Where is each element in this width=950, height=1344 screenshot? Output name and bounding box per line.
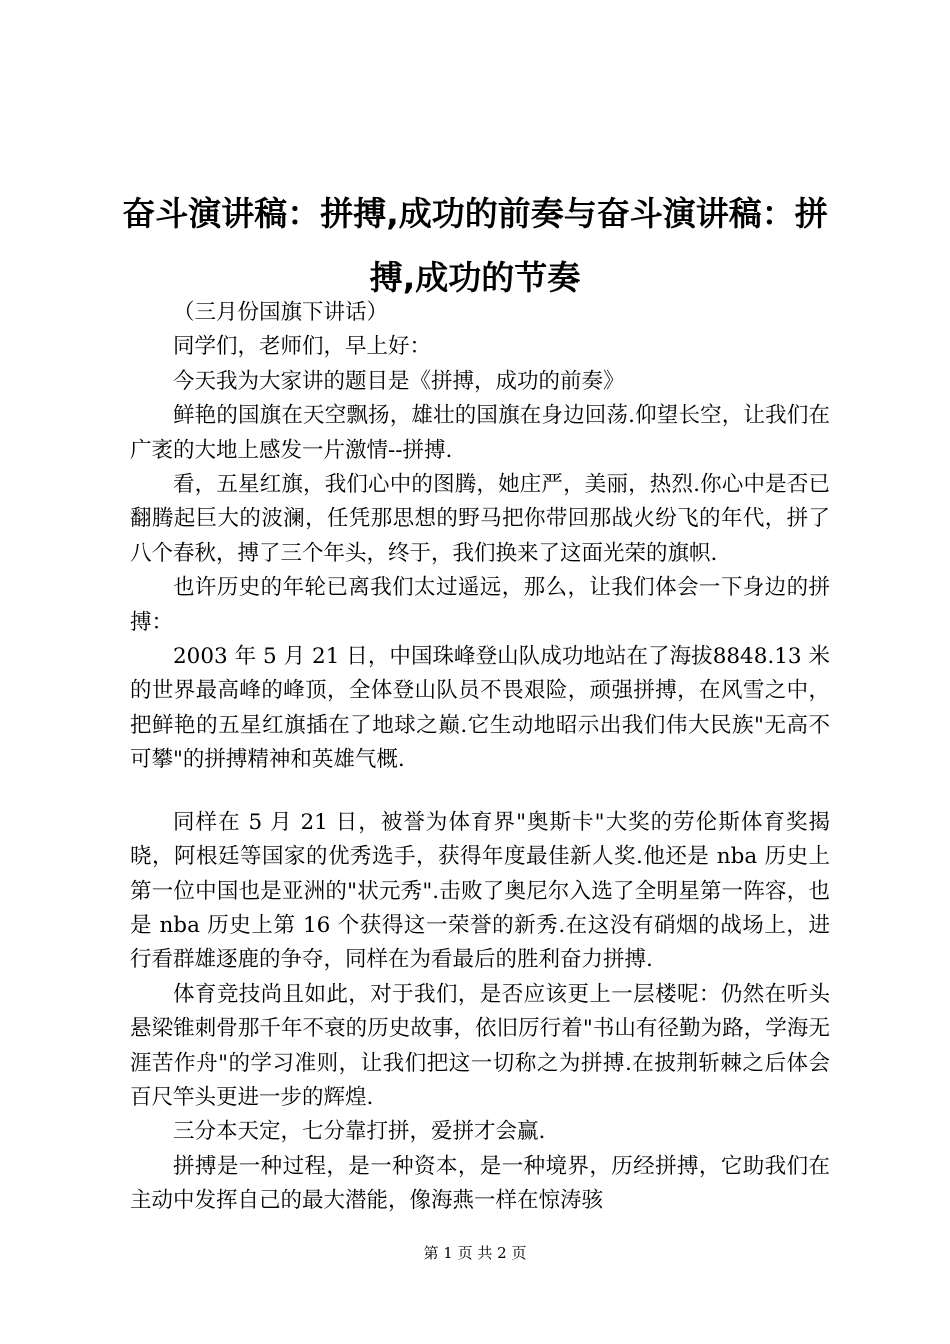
- paragraph: 同学们，老师们，早上好：: [173, 334, 432, 360]
- paragraph: 2003 年 5 月 21 日，中国珠峰登山队成功地站在了海拔8848.13 米的世界最高峰的峰顶，全体登山队员不畏艰险，顽强拼搏，在风雪之中，把鲜艳的五星红旗插在了地球之巅.它生动地昭示出我们伟大民族"无高不可攀"的拼搏精神和英雄气概.: [130, 644, 830, 773]
- paragraph: 看，五星红旗，我们心中的图腾，她庄严，美丽，热烈.你心中是否已翻腾起巨大的波澜，任凭那思想的野马把你带回那战火纷飞的年代，拼了八个春秋，搏了三个年头，终于，我们换来了这面光荣的旗帜.: [130, 472, 830, 566]
- page-footer: 第 1 页 共 2 页: [423, 1244, 527, 1262]
- paragraph: 拼搏是一种过程，是一种资本，是一种境界，历经拼搏，它助我们在主动中发挥自己的最大潜能，像海燕一样在惊涛骇: [130, 1153, 830, 1214]
- paragraph: （三月份国旗下讲话）: [173, 300, 389, 325]
- paragraph: 今天我为大家讲的题目是《拼搏，成功的前奏》: [173, 368, 625, 394]
- paragraph: 三分本天定，七分靠打拼，爱拼才会赢.: [173, 1119, 546, 1145]
- paragraph: 同样在 5 月 21 日，被誉为体育界"奥斯卡"大奖的劳伦斯体育奖揭晓，阿根廷等国家的优秀选手，获得年度最佳新人奖.他还是 nba 历史上第一位中国也是亚洲的"状元秀".击败了奥尼尔入选了全明星第一阵容，也是 nba 历史上第 16 个获得这一荣誉的新秀.在这没有硝烟的战场上，进行看群雄逐鹿的争夺，同样在为看最后的胜利奋力拼搏.: [130, 809, 830, 973]
- paragraph: 鲜艳的国旗在天空飘扬，雄壮的国旗在身边回荡.仰望长空，让我们在广袤的大地上感发一片激情--拼搏.: [130, 403, 830, 463]
- paragraph: 也许历史的年轮已离我们太过遥远，那么，让我们体会一下身边的拼搏：: [130, 575, 830, 635]
- paragraph: 体育竞技尚且如此，对于我们，是否应该更上一层楼呢：仍然在听头悬梁锥刺骨那千年不衰的历史故事，依旧厉行着"书山有径勤为路，学海无涯苦作舟"的学习准则，让我们把这一切称之为拼搏.在披荆斩棘之后体会百尺竿头更进一步的辉煌.: [130, 981, 830, 1110]
- document-title: 奋斗演讲稿：拼搏,成功的前奏与奋斗演讲稿：拼搏,成功的节奏: [122, 194, 828, 297]
- document-body: [130, 296, 830, 1219]
